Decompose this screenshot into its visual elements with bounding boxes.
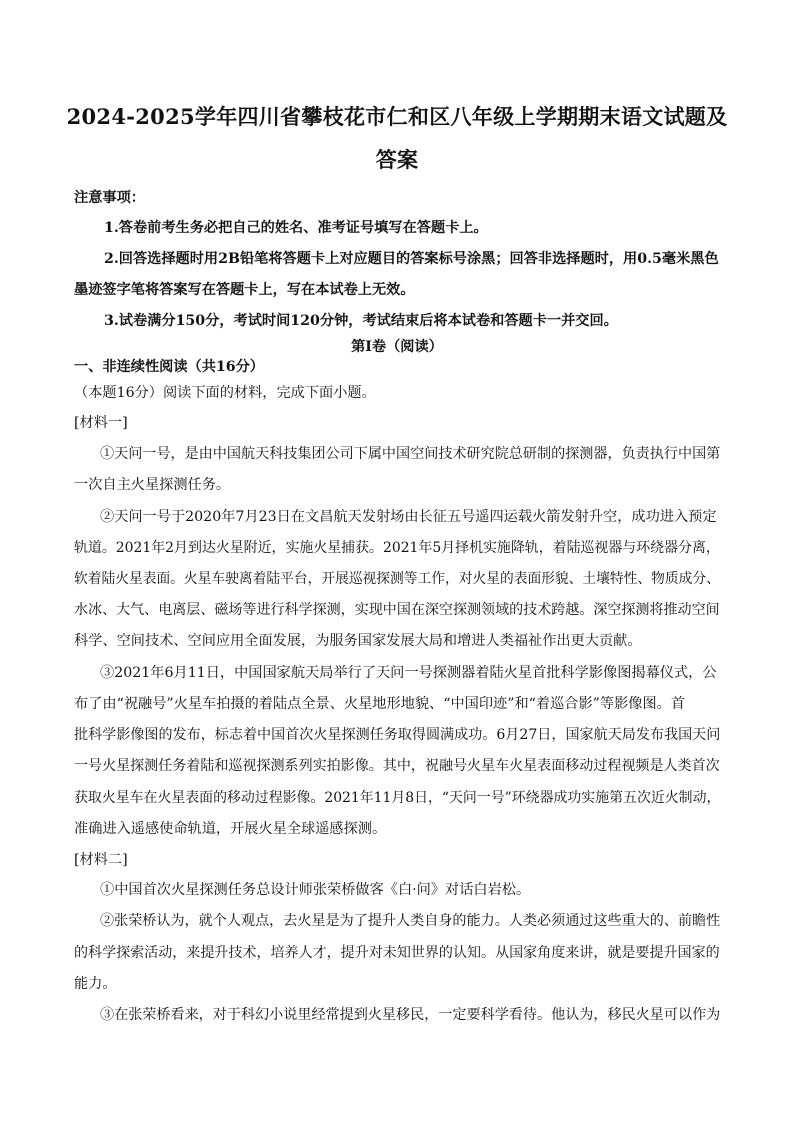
m1-line: 准确进入遥感使命轨道，开展火星全球遥感探测。 [74,821,387,837]
m1-line: 批科学影像图的发布，标志着中国首次火星探测任务取得圆满成功。6月27日，国家航天局发布我国天问 [74,727,721,743]
m1-line: ①天问一号，是由中国航天科技集团公司下属中国空间技术研究院总研制的探测器，负责执行中国第 [100,446,721,462]
section1-heading: 一、非连续性阅读（共16分） [74,359,264,375]
section1-instruction: （本题16分）阅读下面的材料，完成下面小题。 [74,385,376,401]
material2-label: [材料二] [74,852,128,868]
m2-line: ②张荣桥认为，就个人观点，去火星是为了提升人类自身的能力。人类必须通过这些重大的、前瞻性 [100,913,721,929]
m1-line: 软着陆火星表面。火星车驶离着陆平台，开展巡视探测等工作，对火星的表面形貌、土壤特性、物质成分、 [74,571,720,587]
document-title-line2: 答案 [375,147,419,172]
m2-line: 的科学探索活动，来提升技术，培养人才，提升对未知世界的认知。从国家角度来讲，就是要提升国家的 [74,945,720,961]
m1-line: 一次自主火星探测任务。 [74,477,231,493]
notice-item-2-cont: 墨迹签字笔将答案写在答题卡上，写在本试卷上无效。 [74,282,415,298]
m2-line: ③在张荣桥看来，对于科幻小说里经常提到火星移民，一定要科学看待。他认为，移民火星可以作为 [100,1007,721,1023]
m1-line: 布了由“祝融号”火星车拍摄的着陆点全景、火星地形地貌、“中国印迹”和“着巡合影”等影像图。首 [74,696,686,712]
document-title-line1: 2024-2025学年四川省攀枝花市仁和区八年级上学期期末语文试题及 [66,104,728,129]
m1-line: 水冰、大气、电离层、磁场等进行科学探测，实现中国在深空探测领域的技术跨越。深空探测将推动空间 [74,602,720,618]
notice-item-1: 1.答卷前考生务必把自己的姓名、准考证号填写在答题卡上。 [104,220,488,236]
m1-line: 科学、空间技术、空间应用全面发展，为服务国家发展大局和增进人类福祉作出更大贡献。 [74,633,642,649]
material1-label: [材料一] [74,415,128,431]
m1-line: 轨道。2021年2月到达火星附近，实施火星捕获。2021年5月择机实施降轨，着陆巡视器与环绕器分离， [74,540,720,556]
notice-item-3: 3.试卷满分150分，考试时间120分钟，考试结束后将本试卷和答题卡一并交回。 [104,313,618,329]
m2-line: ①中国首次火星探测任务总设计师张荣桥做客《白·问》对话白岩松。 [100,882,531,898]
m1-line: 获取火星车在火星表面的移动过程影像。2021年11月8日，“天问一号”环绕器成功实施第五次近火制动， [74,790,721,806]
volume-title: 第Ⅰ卷（阅读） [351,339,443,355]
m1-line: 一号火星探测任务着陆和巡视探测系列实拍影像。其中，祝融号火星车火星表面移动过程视频是人类首次 [74,758,720,774]
m1-line: ②天问一号于2020年7月23日在文昌航天发射场由长征五号遥四运载火箭发射升空，成功进入预定 [100,509,717,525]
notice-item-2: 2.回答选择题时用2B铅笔将答题卡上对应题目的答案标号涂黑；回答非选择题时，用0.5毫米黑色 [104,251,719,267]
notice-heading: 注意事项： [74,190,145,206]
m1-line: ③2021年6月11日，中国国家航天局举行了天问一号探测器着陆火星首批科学影像图揭幕仪式，公 [100,665,717,681]
m2-line: 能力。 [74,976,117,992]
